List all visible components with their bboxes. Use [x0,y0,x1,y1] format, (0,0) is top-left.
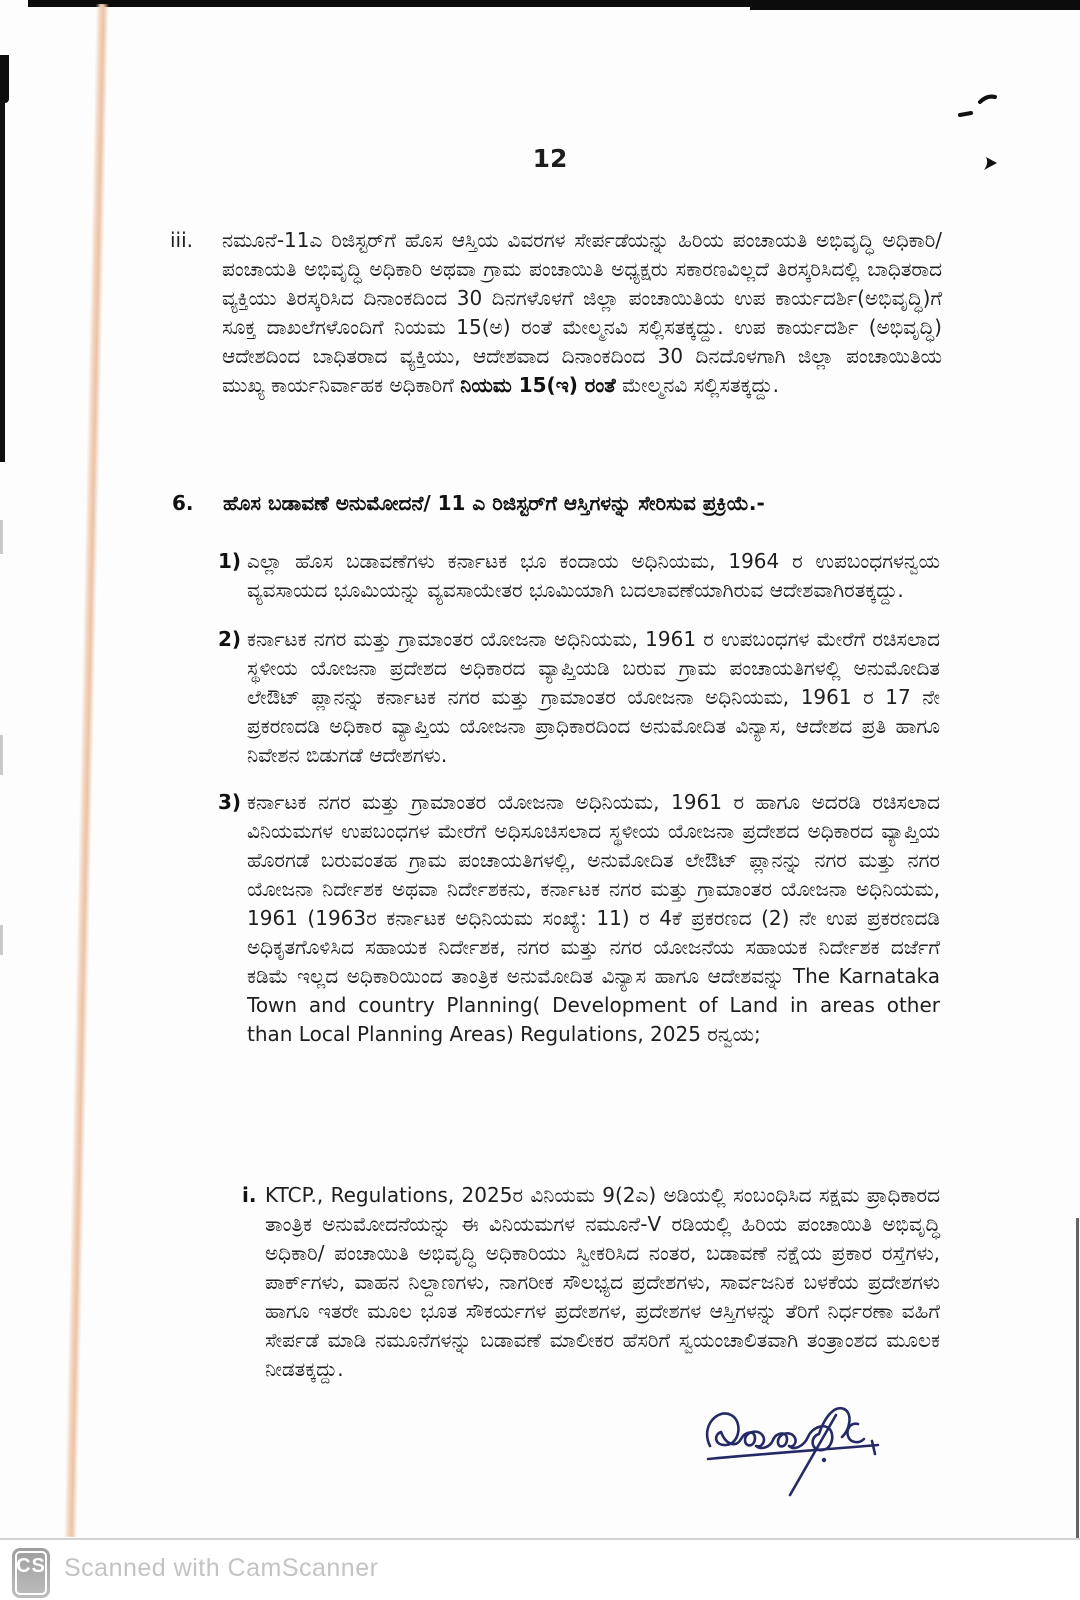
sub-item-i-marker: i. [242,1183,257,1207]
camscanner-footer [0,1538,1080,1600]
list-item-3-text: ಕರ್ನಾಟಕ ನಗರ ಮತ್ತು ಗ್ರಾಮಾಂತರ ಯೋಜನಾ ಅಧಿನಿಯಮ, 1961 ರ ಹಾಗೂ ಅದರಡಿ ರಚಿಸಲಾದ ವಿನಿಯಮಗಳ ಉಪಬಂಧಗಳ ಮೇರೆಗೆ ಅಧಿಸೂಚಿಸಲಾದ ಸ್ಥಳೀಯ ಯೋಜನಾ ಪ್ರದೇಶದ ಅಧಿಕಾರದ ವ್ಯಾಪ್ತಿಯ ಹೊರಗಡೆ ಬರುವಂತಹ ಗ್ರಾಮ ಪಂಚಾಯತಿಗಳಲ್ಲಿ, ಅನುಮೋದಿತ ಲೇಔಟ್ ಪ್ಲಾನನ್ನು ನಗರ ಮತ್ತು ನಗರ ಯೋಜನಾ ನಿರ್ದೇಶಕ ಅಥವಾ ನಿರ್ದೇಶಕನು, ಕರ್ನಾಟಕ ನಗರ ಮತ್ತು ಗ್ರಾಮಾಂತರ ಯೋಜನಾ ಅಧಿನಿಯಮ, 1961 (1963ರ ಕರ್ನಾಟಕ ಅಧಿನಿಯಮ ಸಂಖ್ಯೆ: 11) ರ 4ಕೆ ಪ್ರಕರಣದ (2) ನೇ ಉಪ ಪ್ರಕರಣದಡಿ ಅಧಿಕೃತಗೊಳಿಸಿದ ಸಹಾಯಕ ನಿರ್ದೇಶಕ, ನಗರ ಮತ್ತು ನಗರ ಯೋಜನೆಯ ಸಹಾಯಕ ನಿರ್ದೇಶಕ ದರ್ಜೆಗೆ ಕಡಿಮೆ ಇಲ್ಲದ ಅಧಿಕಾರಿಯಿಂದ ತಾಂತ್ರಿಕ ಅನುಮೋದಿತ ವಿನ್ಯಾಸ ಹಾಗೂ ಆದೇಶವನ್ನು The Karnataka Town and country Planning( Development of Land in areas other than Local Planning Areas) Regulations, 2025 ರನ್ವಯ; [247,790,940,1046]
camscanner-logo [12,1548,50,1598]
scan-left-speck [0,520,3,554]
list-item-3-marker: 3) [218,790,242,814]
list-item-2 [218,625,940,770]
paragraph-iii-marker: iii. [170,228,194,252]
paragraph-iii-text-before: ನಮೂನೆ-11ಎ ರಿಜಿಸ್ಟರ್‌ಗೆ ಹೊಸ ಆಸ್ತಿಯ ವಿವರಗಳ ಸೇರ್ಪಡೆಯನ್ನು ಹಿರಿಯ ಪಂಚಾಯತಿ ಅಭಿವೃದ್ಧಿ ಅಧಿಕಾರಿ/ ಪಂಚಾಯತಿ ಅಭಿವೃದ್ಧಿ ಅಧಿಕಾರಿ ಅಥವಾ ಗ್ರಾಮ ಪಂಚಾಯಿತಿ ಅಧ್ಯಕ್ಷರು ಸಕಾರಣವಿಲ್ಲದೆ ತಿರಸ್ಕರಿಸಿದಲ್ಲಿ ಬಾಧಿತರಾದ ವ್ಯಕ್ತಿಯು ತಿರಸ್ಕರಿಸಿದ ದಿನಾಂಕದಿಂದ 30 ದಿನಗಳೊಳಗೆ ಜಿಲ್ಲಾ ಪಂಚಾಯಿತಿಯ ಉಪ ಕಾರ್ಯದರ್ಶಿ(ಅಭಿವೃದ್ಧಿ)ಗೆ ಸೂಕ್ತ ದಾಖಲೆಗಳೊಂದಿಗೆ ನಿಯಮ 15(ಅ) ರಂತೆ ಮೇಲ್ಮನವಿ ಸಲ್ಲಿಸತಕ್ಕದ್ದು. ಉಪ ಕಾರ್ಯದರ್ಶಿ (ಅಭಿವೃದ್ಧಿ) ಆದೇಶದಿಂದ ಬಾಧಿತರಾದ ವ್ಯಕ್ತಿಯು, ಆದೇಶವಾದ ದಿನಾಂಕದಿಂದ 30 ದಿನದೊಳಗಾಗಿ ಜಿಲ್ಲಾ ಪಂಚಾಯಿತಿಯ ಮುಖ್ಯ ಕಾರ್ಯನಿರ್ವಾಹಕ ಅಧಿಕಾರಿಗೆ [222,228,942,397]
camscanner-watermark-text: Scanned with CamScanner [64,1554,379,1582]
scan-top-edge-right [750,0,1080,10]
section-6-items [218,547,940,1068]
scan-left-speck [0,735,3,775]
scan-left-speck [0,925,3,955]
ink-specks [950,85,1020,180]
list-item-2-text: ಕರ್ನಾಟಕ ನಗರ ಮತ್ತು ಗ್ರಾಮಾಂತರ ಯೋಜನಾ ಅಧಿನಿಯಮ, 1961 ರ ಉಪಬಂಧಗಳ ಮೇರೆಗೆ ರಚಿಸಲಾದ ಸ್ಥಳೀಯ ಯೋಜನಾ ಪ್ರದೇಶದ ಅಧಿಕಾರದ ವ್ಯಾಪ್ತಿಯಡಿ ಬರುವ ಗ್ರಾಮ ಪಂಚಾಯತಿಗಳಲ್ಲಿ ಅನುಮೋದಿತ ಲೇಔಟ್ ಪ್ಲಾನನ್ನು ಕರ್ನಾಟಕ ನಗರ ಮತ್ತು ಗ್ರಾಮಾಂತರ ಯೋಜನಾ ಅಧಿನಿಯಮ, 1961 ರ 17 ನೇ ಪ್ರಕರಣದಡಿ ಅಧಿಕಾರ ವ್ಯಾಪ್ತಿಯ ಯೋಜನಾ ಪ್ರಾಧಿಕಾರದಿಂದ ಅನುಮೋದಿತ ವಿನ್ಯಾಸ, ಆದೇಶದ ಪ್ರತಿ ಹಾಗೂ ನಿವೇಶನ ಬಿಡುಗಡೆ ಆದೇಶಗಳು. [247,627,940,767]
list-item-1 [218,547,940,605]
list-item-2-marker: 2) [218,627,242,651]
list-item-1-text: ಎಲ್ಲಾ ಹೊಸ ಬಡಾವಣೆಗಳು ಕರ್ನಾಟಕ ಭೂ ಕಂದಾಯ ಅಧಿನಿಯಮ, 1964 ರ ಉಪಬಂಧಗಳನ್ವಯ ವ್ಯವಸಾಯದ ಭೂಮಿಯನ್ನು ವ್ಯವಸಾಯೇತರ ಭೂಮಿಯಾಗಿ ಬದಲಾವಣೆಯಾಗಿರುವ ಆದೇಶವಾಗಿರತಕ್ಕದ್ದು. [247,549,940,602]
section-6-marker: 6. [172,491,194,515]
paper-fold-crease [64,4,109,1537]
page-number: 12 [532,144,568,173]
sub-item-i [242,1181,940,1384]
sub-item-i-text: KTCP., Regulations, 2025ರ ವಿನಿಯಮ 9(2ಎ) ಅಡಿಯಲ್ಲಿ ಸಂಬಂಧಿಸಿದ ಸಕ್ಷಮ ಪ್ರಾಧಿಕಾರದ ತಾಂತ್ರಿಕ ಅನುಮೋದನೆಯನ್ನು ಈ ವಿನಿಯಮಗಳ ನಮೂನೆ-V ರಡಿಯಲ್ಲಿ ಹಿರಿಯ ಪಂಚಾಯಿತಿ ಅಭಿವೃದ್ಧಿ ಅಧಿಕಾರಿ/ ಪಂಚಾಯಿತಿ ಅಭಿವೃದ್ಧಿ ಅಧಿಕಾರಿಯು ಸ್ವೀಕರಿಸಿದ ನಂತರ, ಬಡಾವಣೆ ನಕ್ಷೆಯ ಪ್ರಕಾರ ರಸ್ತೆಗಳು, ಪಾರ್ಕ್‌ಗಳು, ವಾಹನ ನಿಲ್ದಾಣಗಳು, ನಾಗರೀಕ ಸೌಲಭ್ಯದ ಪ್ರದೇಶಗಳು, ಸಾರ್ವಜನಿಕ ಬಳಕೆಯ ಪ್ರದೇಶಗಳು ಹಾಗೂ ಇತರೇ ಮೂಲ ಭೂತ ಸೌಕರ್ಯಗಳ ಪ್ರದೇಶಗಳ, ಪ್ರದೇಶಗಳ ಆಸ್ತಿಗಳನ್ನು ತೆರಿಗೆ ನಿರ್ಧರಣಾ ವಹಿಗೆ ಸೇರ್ಪಡೆ ಮಾಡಿ ನಮೂನೆಗಳನ್ನು ಬಡಾವಣೆ ಮಾಲೀಕರ ಹೆಸರಿಗೆ ಸ್ವಯಂಚಾಲಿತವಾಗಿ ತಂತ್ರಾಂಶದ ಮೂಲಕ ನೀಡತಕ್ಕದ್ದು. [265,1183,940,1381]
camscanner-logo-text: CS [16,1555,46,1577]
list-item-1-marker: 1) [218,549,242,573]
section-6-heading: ಹೊಸ ಬಡಾವಣೆ ಅನುಮೋದನೆ/ 11 ಎ ರಿಜಿಸ್ಟರ್‌ಗೆ ಆಸ್ತಿಗಳನ್ನು ಸೇರಿಸುವ ಪ್ರಕ್ರಿಯೆ.- [223,491,765,515]
paragraph-iii [170,226,942,400]
paragraph-iii-text [222,226,942,400]
list-item-3 [218,788,940,1049]
scan-left-edge-wedge [0,55,9,103]
section-6 [172,489,912,518]
paragraph-iii-bold-rule-ref: ನಿಯಮ 15(ಇ) ರಂತೆ [460,373,616,397]
scan-right-edge [1076,1218,1079,1546]
paragraph-iii-text-after: ಮೇಲ್ಮನವಿ ಸಲ್ಲಿಸತಕ್ಕದ್ದು. [615,373,779,397]
signature [698,1402,898,1507]
camscanner-logo-frame [15,1551,47,1595]
scan-left-edge [0,100,5,462]
